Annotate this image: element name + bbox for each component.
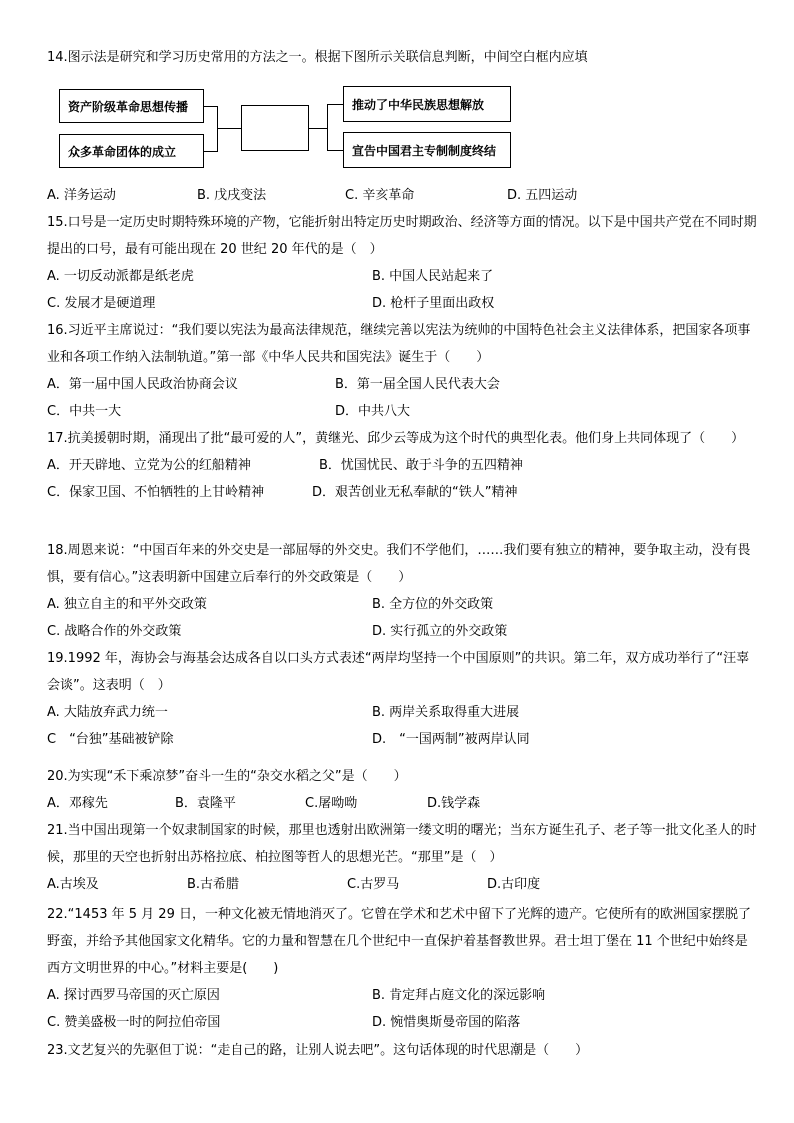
connector-line [309,128,327,129]
question-17 [47,425,757,506]
option-b[interactable]: B. 戊戌变法 [197,188,267,203]
option-row [47,982,757,1009]
diagram-box-right-top: 推动了中华民族思想解放 [343,86,511,122]
option-a[interactable]: A．邓稼先 [47,796,108,811]
option-row [47,452,757,479]
option-d[interactable]: D.钱学森 [427,796,481,811]
option-d[interactable]: D. 五四运动 [507,188,578,203]
question-stem: 21.当中国出现第一个奴隶制国家的时候，那里也透射出欧洲第一缕文明的曙光；当东方诞生孔子、老子等一批文化圣人的时候，那里的天空也折射出苏格拉底、柏拉图等哲人的思想光芒。“那里”是（ ） [47,823,757,865]
question-20 [47,763,757,817]
option-row [47,263,757,290]
option-a[interactable]: A．开天辟地、立党为公的红船精神 [47,458,251,473]
option-c[interactable]: C. 辛亥革命 [345,188,415,203]
option-c[interactable]: C．保家卫国、不怕牺牲的上甘岭精神 [47,485,265,500]
connector-line [327,104,328,151]
connector-line [204,106,217,107]
option-d[interactable]: D.古印度 [487,877,541,892]
option-b[interactable]: B.古希腊 [187,877,240,892]
option-b[interactable]: B. 两岸关系取得重大进展 [372,705,520,720]
option-row [47,591,757,618]
option-d[interactable]: D．中共八大 [335,404,411,419]
option-c[interactable]: C. 发展才是硬道理 [47,296,156,311]
question-stem: 23.文艺复兴的先驱但丁说：“走自己的路，让别人说去吧”。这句话体现的时代思潮是（ ） [47,1043,589,1058]
option-row [47,479,757,506]
option-d[interactable]: D．艰苦创业无私奉献的“铁人”精神 [312,485,518,500]
option-d[interactable]: D. 惋惜奥斯曼帝国的陷落 [372,1015,521,1030]
question-19 [47,645,757,753]
option-a[interactable]: A. 洋务运动 [47,188,116,203]
option-c[interactable]: C “台独”基础被铲除 [47,732,174,747]
diagram-box-left-top: 资产阶级革命思想传播 [59,89,204,123]
option-a[interactable]: A. 探讨西罗马帝国的灭亡原因 [47,988,220,1003]
diagram-box-center-blank [241,105,309,151]
option-c[interactable]: C．中共一大 [47,404,122,419]
question-stem: 16.习近平主席说过：“我们要以宪法为最高法律规范，继续完善以宪法为统帅的中国特色社会主义法律体系，把国家各项事业和各项工作纳入法制轨道。”第一部《中华人民共和国宪法》诞生于（ ） [47,323,751,365]
option-b[interactable]: B．袁隆平 [175,796,236,811]
option-a[interactable]: A. 大陆放弃武力统一 [47,705,168,720]
diagram-box-left-bottom: 众多革命团体的成立 [59,134,204,168]
option-row [47,726,757,753]
question-stem: 19.1992 年，海协会与海基会达成各自以口头方式表述“两岸均坚持一个中国原则”的共识。第二年，双方成功举行了“汪辜会谈”。这表明（ ） [47,651,750,693]
option-b[interactable]: B. 中国人民站起来了 [372,269,494,284]
option-c[interactable]: C.古罗马 [347,877,400,892]
option-row [47,182,757,209]
connector-line [217,106,218,152]
option-row [47,1009,757,1036]
connector-line [217,128,241,129]
question-stem: 14.图示法是研究和学习历史常用的方法之一。根据下图所示关联信息判断，中间空白框内应填 [47,50,588,65]
question-stem: 22.“1453 年 5 月 29 日，一种文化被无情地消灭了。它曾在学术和艺术中留下了光辉的遗产。它使所有的欧洲国家摆脱了野蛮，并给予其他国家文化精华。它的力量和智慧在几个世纪中一直保护着基督教世界。君士坦丁堡在 11 个世纪中始终是西方文明世界的中心。”材料主要是( ) [47,907,751,976]
question-21 [47,817,757,898]
question-stem: 20.为实现“禾下乘凉梦”奋斗一生的“杂交水稻之父”是（ ） [47,769,407,784]
question-22 [47,901,757,1036]
question-stem: 18.周恩来说：“中国百年来的外交史是一部屈辱的外交史。我们不学他们，……我们要有独立的精神，要争取主动，没有畏惧，要有信心。”这表明新中国建立后奉行的外交政策是（ ） [47,543,751,585]
option-row [47,398,757,425]
option-b[interactable]: B．第一届全国人民代表大会 [335,377,500,392]
question-16 [47,317,757,425]
option-row [47,618,757,645]
option-row [47,290,757,317]
option-b[interactable]: B．忧国忧民、敢于斗争的五四精神 [319,458,523,473]
option-row [47,871,757,898]
option-b[interactable]: B. 肯定拜占庭文化的深远影响 [372,988,546,1003]
diagram-box-right-bottom: 宣告中国君主专制制度终结 [343,132,511,168]
option-c[interactable]: C. 战略合作的外交政策 [47,624,182,639]
option-d[interactable]: D. 枪杆子里面出政权 [372,296,495,311]
question-14 [47,44,757,71]
connector-line [204,151,217,152]
option-row [47,371,757,398]
question-stem: 17.抗美援朝时期，涌现出了批“最可爱的人”，黄继光、邱少云等成为这个时代的典型化表。他们身上共同体现了（ ） [47,431,745,446]
option-b[interactable]: B. 全方位的外交政策 [372,597,494,612]
question-14-options [47,182,757,209]
option-c[interactable]: C.屠呦呦 [305,796,358,811]
question-23 [47,1037,757,1064]
option-a[interactable]: A. 一切反动派都是纸老虎 [47,269,194,284]
option-d[interactable]: D. 实行孤立的外交政策 [372,624,508,639]
option-c[interactable]: C. 赞美盛极一时的阿拉伯帝国 [47,1015,221,1030]
option-d[interactable]: D. “一国两制”被两岸认同 [372,732,530,747]
question-stem: 15.口号是一定历史时期特殊环境的产物，它能折射出特定历史时期政治、经济等方面的情况。以下是中国共产党在不同时期提出的口号，最有可能出现在 20 世纪 20 年代的是（ ） [47,215,757,257]
option-a[interactable]: A．第一届中国人民政治协商会议 [47,377,238,392]
connector-line [327,104,343,105]
option-row [47,699,757,726]
option-a[interactable]: A.古埃及 [47,877,99,892]
question-15 [47,209,757,317]
connector-line [327,150,343,151]
option-a[interactable]: A. 独立自主的和平外交政策 [47,597,207,612]
question-18 [47,537,757,645]
option-row [47,790,757,817]
